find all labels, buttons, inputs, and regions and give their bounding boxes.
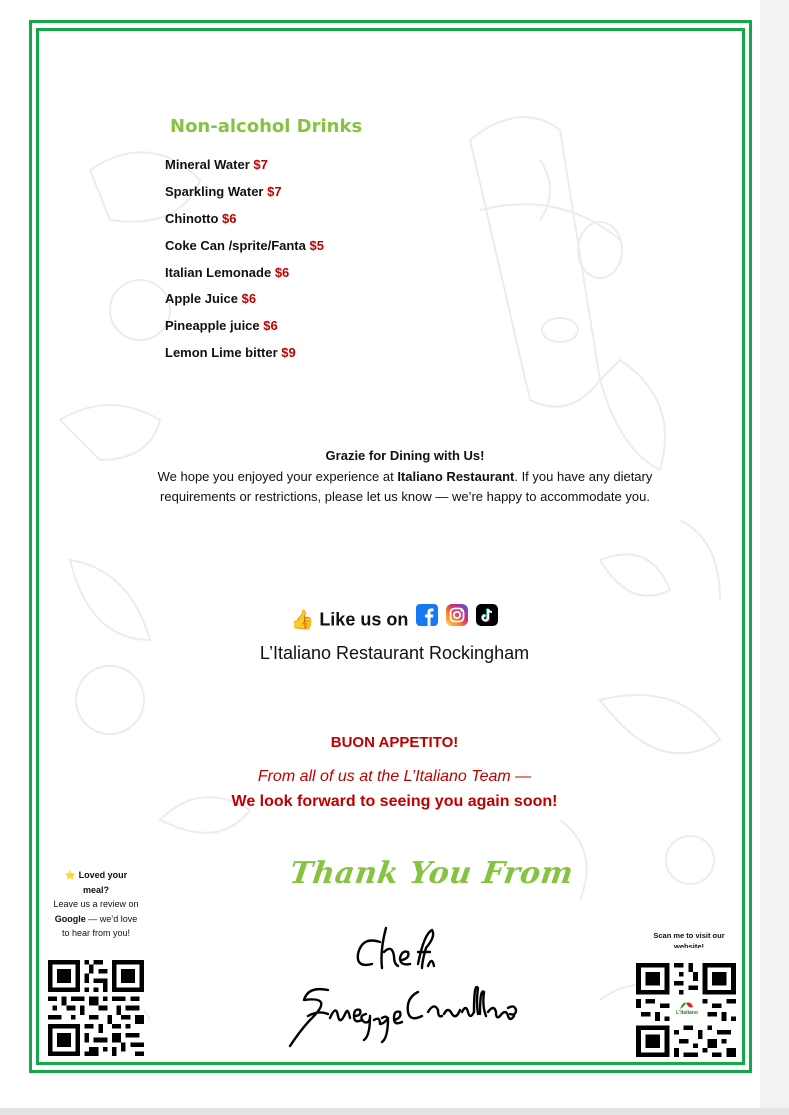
review-line-2: meal?	[82, 884, 109, 895]
drink-name: Pineapple juice	[165, 318, 264, 334]
drink-item	[165, 344, 324, 371]
review-prompt	[46, 868, 146, 941]
drink-price: $7	[267, 183, 282, 199]
drink-item	[165, 264, 324, 291]
thanks-heading: Grazie for Dining with Us!	[325, 448, 485, 463]
thanks-line-2: requirements or restrictions, please let us know — we’re happy to accommodate you.	[160, 489, 650, 504]
drink-item	[165, 183, 324, 210]
see-you-again-line: We look forward to seeing you again soon!	[231, 793, 558, 810]
review-text: Loved your	[78, 870, 128, 880]
restaurant-name: L’Italiano Restaurant Rockingham	[259, 643, 530, 663]
google-label: Google	[54, 913, 86, 924]
review-line-3: Leave us a review on	[53, 899, 139, 909]
social-icons	[413, 604, 498, 626]
drink-price: $6	[263, 318, 278, 334]
drink-price: $6	[274, 264, 290, 280]
like-us-row	[0, 608, 760, 632]
restaurant-bold: Italiano Restaurant	[397, 468, 515, 484]
thanks-text: . If you have any dietary	[514, 468, 653, 484]
drink-name: Italian Lemonade	[165, 264, 272, 280]
drink-item	[165, 317, 324, 344]
review-text: — we’d love	[85, 913, 138, 924]
chef-signature	[268, 920, 528, 1060]
drink-item	[165, 290, 324, 317]
review-line-5: to hear from you!	[61, 928, 131, 938]
drink-price: $5	[309, 237, 324, 253]
drink-price: $7	[253, 157, 268, 172]
thanks-line-1	[140, 467, 670, 488]
tiktok-icon[interactable]	[476, 604, 498, 626]
review-line-4	[46, 912, 146, 927]
google-review-qr-code[interactable]	[48, 960, 144, 1056]
buon-appetito: BUON APPETITO!	[330, 734, 459, 751]
drink-name: Sparkling Water	[165, 183, 264, 199]
website-qr-label: Scan me to visit our website!	[653, 931, 725, 948]
review-line-1	[46, 868, 146, 883]
like-us-label: Like us on	[319, 609, 409, 630]
drink-price: $6	[241, 291, 257, 307]
drink-name: Chinotto	[165, 210, 219, 226]
drink-name: Lemon Lime bitter	[165, 345, 282, 361]
drink-item	[165, 156, 324, 183]
drink-item	[165, 237, 324, 264]
thanks-note	[140, 446, 670, 508]
thumbs-up-icon: 👍	[290, 610, 315, 631]
drink-price: $6	[222, 210, 237, 226]
drink-name: Mineral Water	[165, 157, 250, 172]
drink-price: $9	[281, 345, 296, 361]
thank-you-from: Thank You From	[287, 856, 576, 891]
facebook-icon[interactable]	[416, 604, 438, 626]
drink-item	[165, 210, 324, 237]
logo-text: L'Italiano	[676, 1010, 698, 1016]
thanks-text: We hope you enjoyed your experience at	[157, 468, 398, 484]
drink-name: Coke Can /sprite/Fanta	[165, 237, 306, 253]
from-team-line: From all of us at the L’Italiano Team —	[257, 768, 532, 785]
instagram-icon[interactable]	[446, 604, 468, 626]
star-icon: ⭐	[64, 870, 77, 880]
page-footer-strip	[0, 1108, 789, 1115]
drink-name: Apple Juice	[165, 291, 238, 307]
drinks-heading: Non-alcohol Drinks	[170, 116, 363, 137]
drinks-list	[165, 156, 324, 371]
